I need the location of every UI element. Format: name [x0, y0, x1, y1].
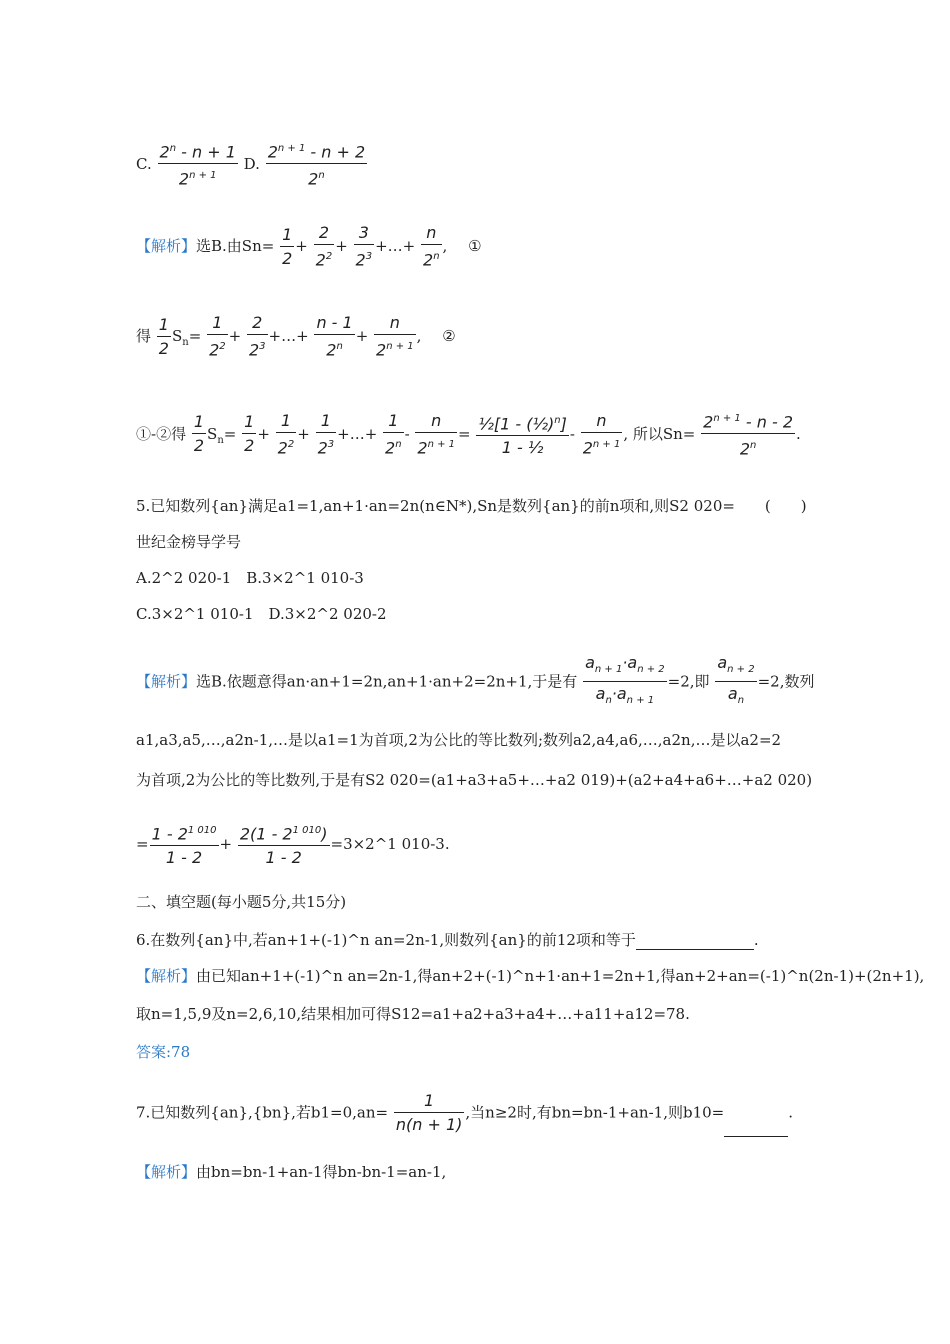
fraction: $\frac{1}{2^2}$	[209, 313, 226, 360]
question-6: 6.在数列{an}中,若an+1+(-1)^n an=2n-1,则数列{an}的前12项和等于 .	[136, 931, 759, 949]
fraction: $\frac{1}{2^n}$	[385, 410, 402, 457]
fraction: $\frac{2^n - n + 1}{2^{n + 1}}$	[158, 138, 238, 192]
solution-line: ①-②得 $\frac{1}{2}$ $S_n=$ $\frac{1}{2}$ + $\frac{1}{2^2}$ + $\frac{1}{2^3}$ +…+ $\frac{1}{2^n}$ - $\frac{n}{2^{n + 1}}$ = $\frac{\frac{1}{2}[1 - (\frac{1}{2})^n]}{\text{1 - ½}}$ - $\frac{n}{2^{n + 1}}$ , 所以Sn= $\frac{2^{n + 1} - n - 2}{2^n}$ .	[136, 408, 801, 462]
fraction: $\frac{n}{2^{n + 1}}$	[376, 313, 414, 360]
fraction: $\frac{1}{2}$	[193, 412, 205, 456]
fraction: $\frac{2}{2^3}$	[248, 313, 266, 360]
option-cd: C. $\frac{2^n - n + 1}{2^{n + 1}}$ D. $\frac{2^{n + 1} - n + 2}{2^n}$	[136, 138, 368, 192]
solution-line: a1,a3,a5,…,a2n-1,…是以a1=1为首项,2为公比的等比数列;数列a2,a4,a6,…,a2n,…是以a2=2	[136, 731, 782, 749]
fraction: $\frac{1 - 2^{1 010}}{1 - 2}$	[150, 820, 219, 870]
fraction: $\frac{a_{n + 2}}{a_n}$	[717, 653, 755, 707]
answer-line: 答案:78	[136, 1043, 191, 1061]
fraction: $\frac{2^{n + 1} - n + 2}{2^n}$	[266, 138, 367, 192]
fraction: $\frac{1}{n(n + 1)}$	[395, 1091, 463, 1134]
fraction: $\frac{2(1 - 2^{1 010})}{1 - 2}$	[238, 820, 330, 870]
fraction: $\frac{\frac{1}{2}[1 - (\frac{1}{2})^n]}{\text{1 - ½}}$	[476, 410, 568, 460]
fraction: $\frac{n}{2^{n + 1}}$	[417, 410, 456, 457]
options-cd: C.3×2^1 010-1 D.3×2^2 020-2	[136, 605, 387, 623]
options-ab: A.2^2 020-1 B.3×2^1 010-3	[136, 569, 364, 587]
fraction: $\frac{3}{2^3}$	[355, 223, 373, 270]
fraction: $\frac{1}{2}$	[282, 224, 293, 268]
solution-line: 得 $\frac{1}{2}$ $S_n=$ $\frac{1}{2^2}$ + $\frac{2}{2^3}$ +…+ $\frac{n - 1}{2^n}$ + $\frac{n}{2^{n + 1}}$ , ②	[136, 312, 456, 362]
analysis-tag: 【解析】	[136, 967, 197, 985]
fraction: $\frac{2^{n + 1} - n - 2}{2^n}$	[701, 408, 795, 462]
solution-line: 取n=1,5,9及n=2,6,10,结果相加可得S12=a1+a2+a3+a4+…+a11+a12=78.	[136, 1005, 690, 1023]
solution-line: 【解析】由已知an+1+(-1)^n an=2n-1,得an+2+(-1)^n+1·an+1=2n+1,得an+2+an=(-1)^n(2n-1)+(2n+1),	[136, 967, 925, 985]
analysis-tag: 【解析】	[136, 672, 197, 691]
answer-blank	[724, 1136, 788, 1137]
question-5: 5.已知数列{an}满足a1=1,an+1·an=2n(n∈N*),Sn是数列{an}的前n项和,则S2 020= ( )	[136, 497, 807, 515]
fraction: $\frac{n - 1}{2^n}$	[316, 313, 353, 360]
solution-line: 【解析】由bn=bn-1+an-1得bn-bn-1=an-1,	[136, 1163, 447, 1181]
solution-line: 【解析】选B.由Sn= $\frac{1}{2}$ + $\frac{2}{2^2}$ + $\frac{3}{2^3}$ +…+ $\frac{n}{2^n}$ , ①	[136, 222, 482, 272]
fraction: $\frac{n}{2^n}$	[423, 223, 440, 270]
answer-blank	[636, 949, 754, 950]
fraction: $\frac{1}{2}$	[244, 412, 255, 456]
fraction: $\frac{1}{2^2}$	[277, 410, 295, 457]
solution-line: 【解析】选B.依题意得an·an+1=2n,an+1·an+2=2n+1,于是有 $\frac{a_{n + 1}\cdot a_{n + 2}}{a_n\cdot a_{n + 1}}$ =2,即 $\frac{a_{n + 2}}{a_n}$ =2,数列	[136, 652, 814, 713]
fraction: $\frac{1}{2^3}$	[317, 410, 335, 457]
source-tag: 世纪金榜导学号	[136, 533, 242, 551]
solution-line: 为首项,2为公比的等比数列,于是有S2 020=(a1+a3+a5+…+a2 019)+(a2+a4+a6+…+a2 020)	[136, 771, 813, 789]
fraction: $\frac{n}{2^{n + 1}}$	[582, 410, 621, 457]
fraction: $\frac{1}{2}$	[158, 314, 169, 358]
question-7: 7.已知数列{an},{bn},若b1=0,an= $\frac{1}{n(n + 1)}$ ,当n≥2时,有bn=bn-1+an-1,则b10= .	[136, 1090, 793, 1137]
fraction: $\frac{a_{n + 1}\cdot a_{n + 2}}{a_n\cdot a_{n + 1}}$	[585, 653, 665, 707]
solution-line: = $\frac{1 - 2^{1 010}}{1 - 2}$ + $\frac{2(1 - 2^{1 010})}{1 - 2}$ =3×2^1 010-3.	[136, 820, 450, 870]
fraction: $\frac{2}{2^2}$	[315, 223, 333, 270]
analysis-tag: 【解析】	[136, 1163, 197, 1181]
analysis-tag: 【解析】	[136, 237, 197, 256]
section-title: 二、填空题(每小题5分,共15分)	[136, 893, 347, 911]
